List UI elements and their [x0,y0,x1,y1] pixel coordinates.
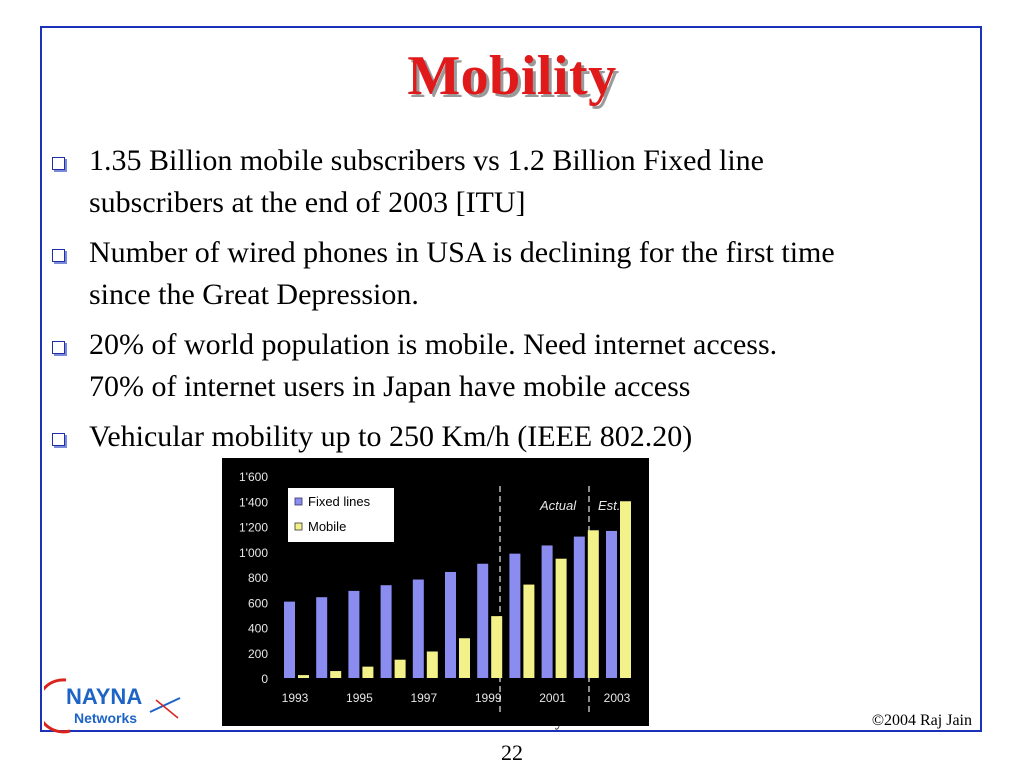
y-tick-label: 0 [261,672,268,686]
y-tick-label: 1'600 [239,470,268,484]
y-tick-label: 1'000 [239,545,268,560]
bar-fixed-lines [348,591,359,678]
logo-spark-line [150,698,180,712]
bar-fixed-lines [445,572,456,678]
bar-mobile [556,559,567,678]
bar-mobile [427,651,438,678]
bar-fixed-lines [606,531,617,678]
bullet-item [52,324,962,408]
y-tick-label: 1'200 [239,520,268,535]
page-number: 22 [501,740,523,765]
bar-fixed-lines [316,597,327,678]
bullet-item [52,416,962,458]
chart-annotation: Actual [540,498,577,513]
bar-mobile [330,671,341,678]
bar-mobile [362,667,373,678]
bar-fixed-lines [477,564,488,678]
y-tick-label: 1'400 [239,495,268,510]
bar-mobile [588,530,599,678]
y-tick-label: 200 [247,646,268,661]
logo-spark-line [156,700,178,718]
copyright-text: ©2004 Raj Jain [871,712,972,729]
logo-text-nayna: NAYNA [66,684,143,709]
x-tick-label: 2003 [603,691,631,705]
bar-mobile [298,675,309,678]
x-tick-label: 2001 [539,691,566,705]
y-tick-label: 800 [247,571,268,585]
bullet-list [52,140,962,466]
x-tick-label: 1993 [281,691,309,705]
x-tick-label: 1997 [410,691,438,705]
legend-swatch-mobile [295,523,302,530]
x-tick-label: 1999 [474,691,502,705]
legend-label-fixed: Fixed lines [308,494,371,509]
bar-fixed-lines [542,545,553,678]
bullet-item [52,232,962,316]
nayna-logo [44,674,194,734]
bar-fixed-lines [381,585,392,678]
nayna-logo-graphic [44,674,194,734]
bar-mobile [523,585,534,678]
bullet-square-icon [52,341,65,354]
chart-annotation: Est. [598,498,621,513]
bar-mobile [620,501,631,678]
slide-title: Mobility [407,45,617,107]
bullet-text: 20% of world population is mobile. Need internet access. 70% of internet users in Japan have mobile access [89,328,778,403]
y-tick-label: 600 [247,596,268,611]
page-label: y [555,713,563,730]
bar-fixed-lines [284,602,295,678]
y-tick-label: 400 [247,621,268,636]
bullet-text: Vehicular mobility up to 250 Km/h (IEEE 802.20) [89,420,693,453]
bar-mobile [459,638,470,678]
bullet-square-icon [52,433,65,446]
chart-svg [222,458,649,726]
x-tick-label: 1995 [346,691,373,705]
bullet-item [52,140,962,224]
bar-mobile [491,616,502,678]
bar-fixed-lines [413,580,424,678]
bar-fixed-lines [574,537,585,678]
subscribers-chart [222,458,649,726]
bar-mobile [395,660,406,678]
logo-text-networks: Networks [74,710,138,726]
legend-label-mobile: Mobile [308,519,347,534]
bullet-square-icon [52,157,65,170]
bullet-text: Number of wired phones in USA is declining for the first time since the Great Depression. [89,236,835,311]
bullet-text: 1.35 Billion mobile subscribers vs 1.2 Billion Fixed line subscribers at the end of 2003 [ITU] [89,144,764,219]
legend-swatch-fixed [295,498,302,505]
bar-fixed-lines [509,554,520,678]
bullet-square-icon [52,249,65,262]
